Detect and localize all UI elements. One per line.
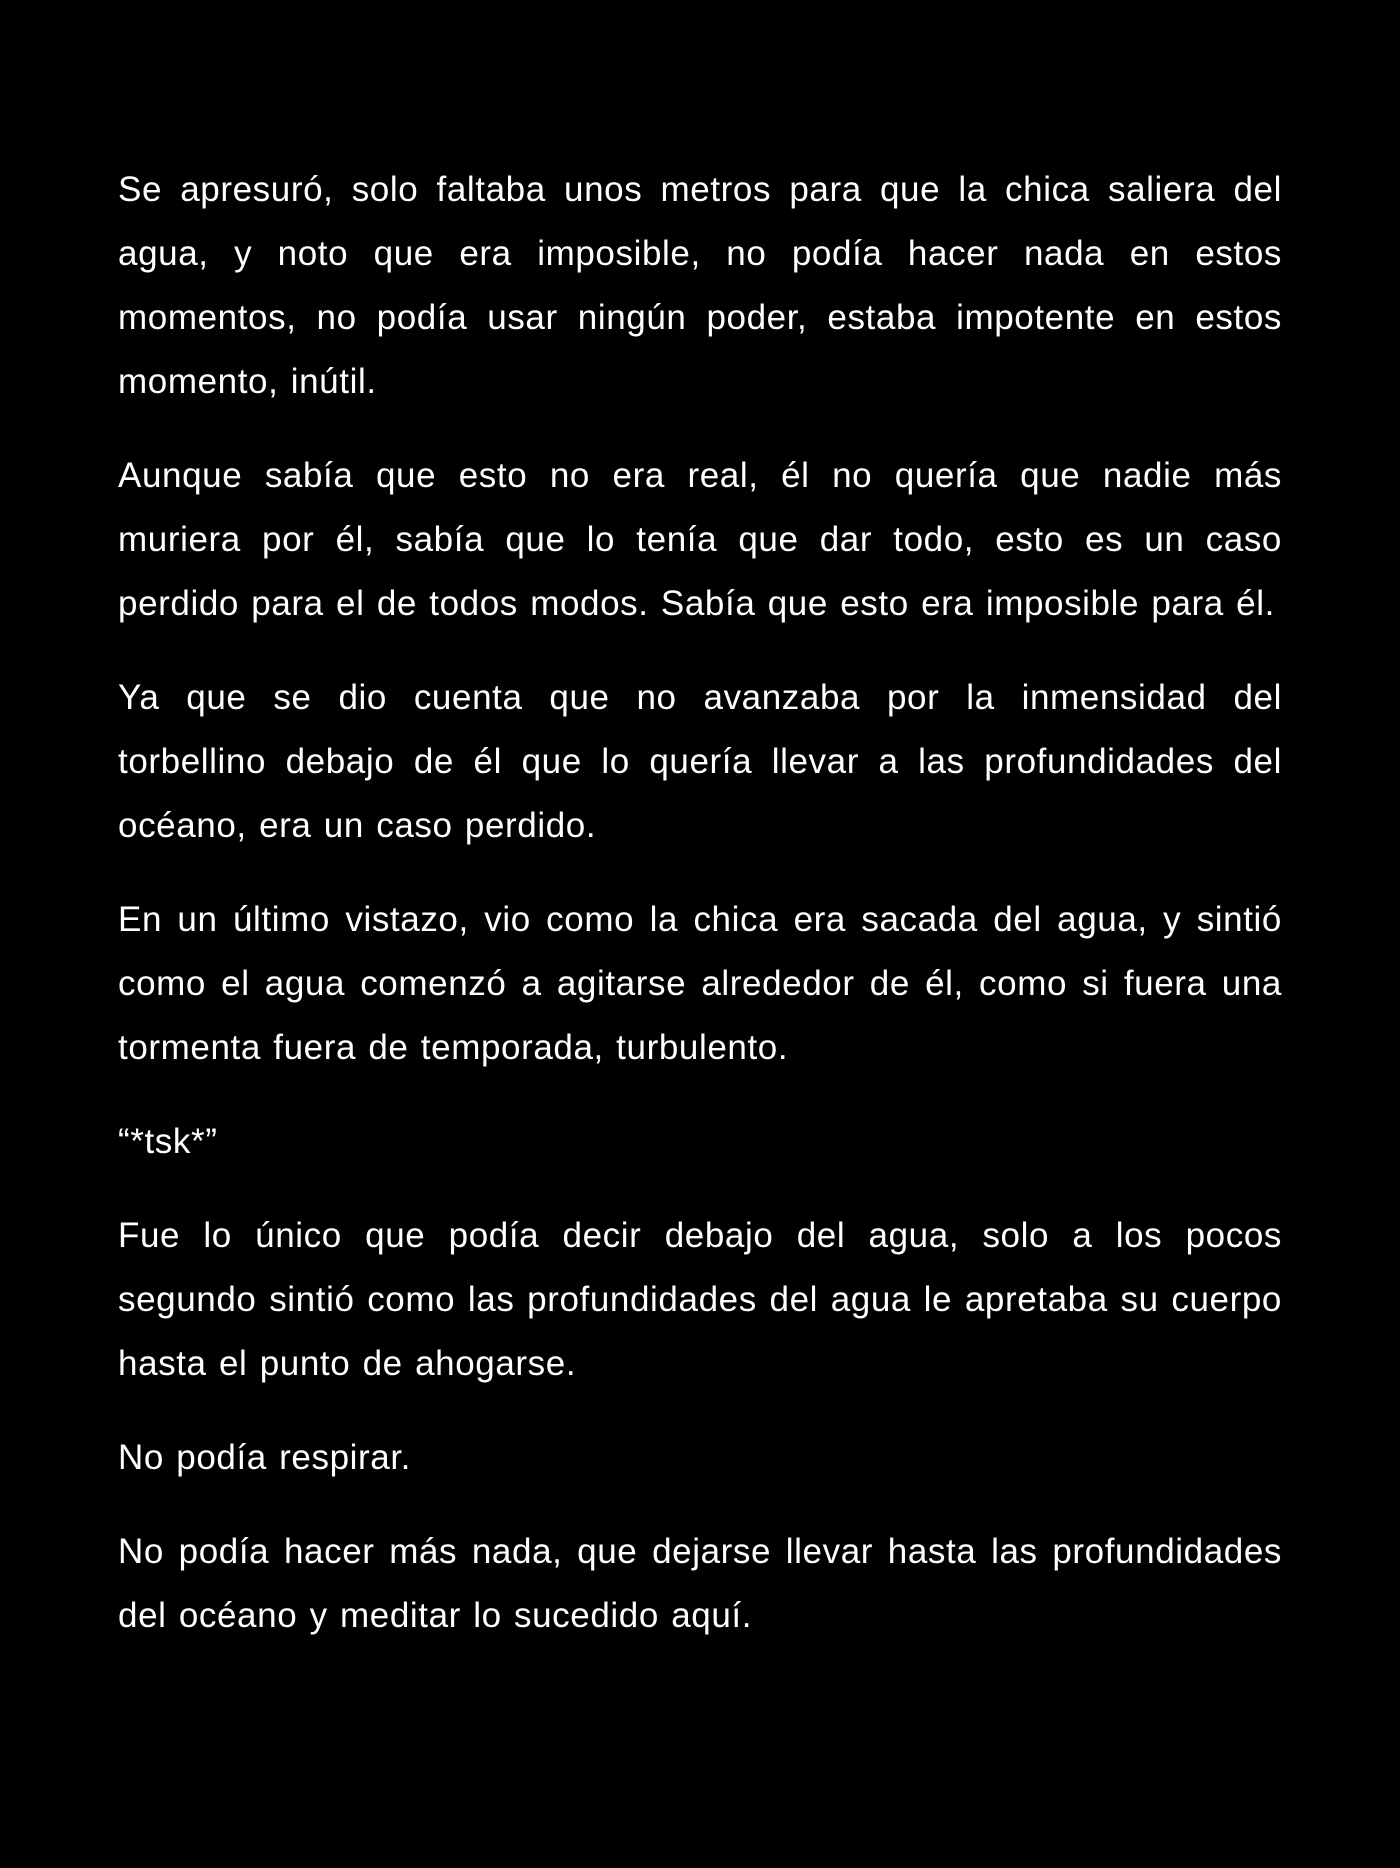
paragraph-3: Ya que se dio cuenta que no avanzaba por la inmensidad del torbellino debajo de él que lo quería llevar a las profundidades del océano, era un caso perdido. [118,678,1282,845]
paragraph-7: No podía respirar. [118,1438,412,1477]
paragraph-6: Fue lo único que podía decir debajo del agua, solo a los pocos segundo sintió como las profundidades del agua le apretaba su cuerpo hasta el punto de ahogarse. [118,1216,1282,1383]
paragraph-5: “*tsk*” [118,1122,218,1161]
paragraph-1: Se apresuró, solo faltaba unos metros para que la chica saliera del agua, y noto que era imposible, no podía hacer nada en estos momentos, no podía usar ningún poder, estaba impotente en estos momento, inútil. [118,170,1282,401]
paragraph-4: En un último vistazo, vio como la chica era sacada del agua, y sintió como el agua comenzó a agitarse alrededor de él, como si fuera una tormenta fuera de temporada, turbulento. [118,900,1282,1067]
paragraph-2: Aunque sabía que esto no era real, él no quería que nadie más muriera por él, sabía que lo tenía que dar todo, esto es un caso perdido para el de todos modos. Sabía que esto era imposible para él. [118,456,1282,623]
paragraph-8: No podía hacer más nada, que dejarse llevar hasta las profundidades del océano y meditar lo sucedido aquí. [118,1532,1282,1635]
